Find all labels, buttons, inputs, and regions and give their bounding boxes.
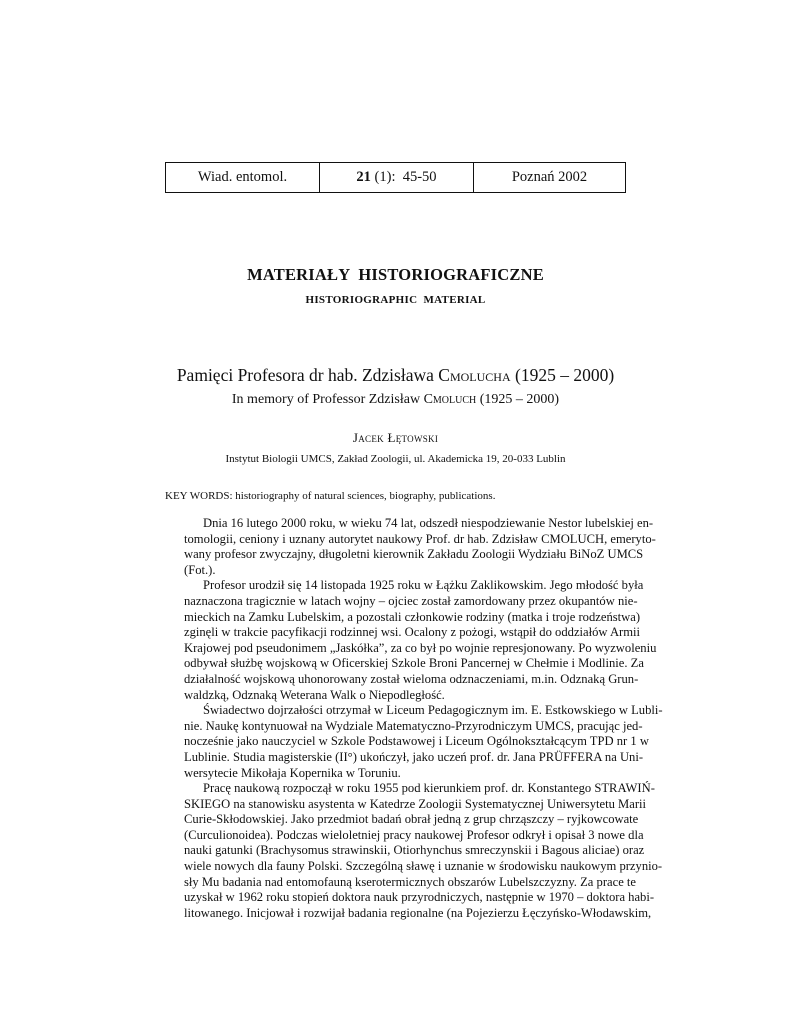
text-line: Curie-Skłodowskiej. Jako przedmiot badań obrał jedną z grup chrząszczy – ryjkowcowate [184,812,639,827]
text-line: naznaczona tragicznie w latach wojny – ojciec został zamordowany przez okupantów nie- [184,593,638,608]
title-pl-suffix: (1925 – 2000) [510,365,615,385]
text-line: Pracę naukową rozpoczął w roku 1955 pod kierunkiem prof. dr. Konstantego STRAWIŃ- [203,781,655,796]
journal-name-cell [166,163,320,192]
text-line: (Fot.). [184,562,216,577]
section-title: MATERIAŁY HISTORIOGRAFICZNE [247,265,544,284]
text-line: tomologii, ceniony i uznany autorytet naukowy Prof. dr hab. Zdzisław CMOLUCH, emeryto- [184,531,656,546]
text-line: SKIEGO na stanowisku asystenta w Katedrze Zoologii Systematycznej Uniwersytetu Marii [184,796,647,811]
text-line: nie. Naukę kontynuował na Wydziale Matematyczno-Przyrodniczym UMCS, pracując jed- [184,718,643,733]
text-line: Dnia 16 lutego 2000 roku, w wieku 74 lat, odszedł niespodziewanie Nestor lubelskiej en- [203,516,654,530]
volume-cell [320,163,474,192]
place-year-cell [474,163,625,192]
text-line: zginęli w trakcie pacyfikacji rodzinnej wsi. Ocalony z pożogi, wstąpił do oddziałów Armii [184,625,641,640]
text-line: Świadectwo dojrzałości otrzymał w Liceum Pedagogicznym im. E. Estkowskiego w Lubli- [203,703,663,718]
text-line: litowanego. Inicjował i rozwijał badania regionalne (na Pojezierzu Łęczyńsko-Włodawskim, [184,905,652,920]
text-line: (Curculionoidea). Podczas wieloletniej pracy naukowej Profesor odkrył i opisał 3 nowe dla [184,827,644,842]
journal-header-table [165,162,626,193]
title-pl-prefix: Pamięci Profesora dr hab. Zdzisława [176,365,439,385]
text-line: wany profesor zwyczajny, długoletni kierownik Zakładu Zoologii Wydziału BiNoZ UMCS [184,547,644,562]
article-title-pl [0,365,791,386]
journal-name: Wiad. entomol. [197,169,288,185]
title-pl-name: Cmolucha [438,365,511,385]
paragraph [165,703,663,781]
issue-pages: (1): 45-50 [370,169,437,185]
section-subtitle: HISTORIOGRAPHIC MATERIAL [305,294,486,306]
title-en-name: Cmoluch [423,392,477,407]
place-year: Poznań 2002 [511,169,588,185]
text-line: sły Mu badania nad entomofauną kserotermicznych obszarów Lubelszczyzny. Za prace te [184,874,637,889]
text-line: wiele nowych dla fauny Polski. Szczególną sławę i uznanie w środowisku naukowym przynio- [184,859,663,874]
text-line: Lublinie. Studia magisterskie (II°) ukończył, jako uczeń prof. dr. Jana PRÜFFERA na Uni- [184,749,644,764]
text-line: wersytecie Mikołaja Kopernika w Toruniu. [184,765,401,780]
keywords: KEY WORDS: historiography of natural sciences, biography, publications. [165,490,496,502]
text-line: odbywał służbę wojskową w Oficerskiej Szkole Broni Pancernej w Chełmie i Modlinie. Za [184,656,644,671]
title-en-suffix: (1925 – 2000) [476,392,560,407]
text-line: Profesor urodził się 14 listopada 1925 roku w Łążku Zaklikowskim. Jego młodość była [203,578,644,593]
paragraph [165,516,656,578]
article-title-en [0,392,791,408]
paragraph [165,781,663,921]
author-affiliation: Instytut Biologii UMCS, Zakład Zoologii, ul. Akademicka 19, 20-033 Lublin [225,453,566,465]
text-line: mieckich na Zamku Lubelskim, a pozostali członkowie rodziny (matka i troje rodzeństwa) [184,609,641,624]
paragraph [165,578,657,703]
text-line: nauki gatunki (Brachysomus strawinskii, Otiorhynchus smreczynskii i Bagous aliciae) oraz [184,843,645,858]
volume-number: 21 [356,169,371,185]
text-line: nocześnie jako nauczyciel w Szkole Podstawowej i Liceum Ogólnokształcącym TPD nr 1 w [184,734,649,749]
title-en-prefix: In memory of Professor Zdzisław [231,392,424,407]
text-line: waldzką, Odznaką Weterana Walk o Niepodległość. [184,687,445,702]
text-line: Krajowej pod pseudonimem „Jaskółka”, za co był po wojnie represjonowany. Po wyzwoleniu [184,640,657,655]
author-name: Jacek Łętowski [352,430,439,445]
article-body [165,516,663,921]
text-line: uzyskał w 1962 roku stopień doktora nauk przyrodniczych, następnie w 1970 – doktora habi- [184,890,655,905]
text-line: działalność wojskową uhonorowany został wieloma odznaczeniami, m.in. Odznaką Grun- [184,671,639,686]
